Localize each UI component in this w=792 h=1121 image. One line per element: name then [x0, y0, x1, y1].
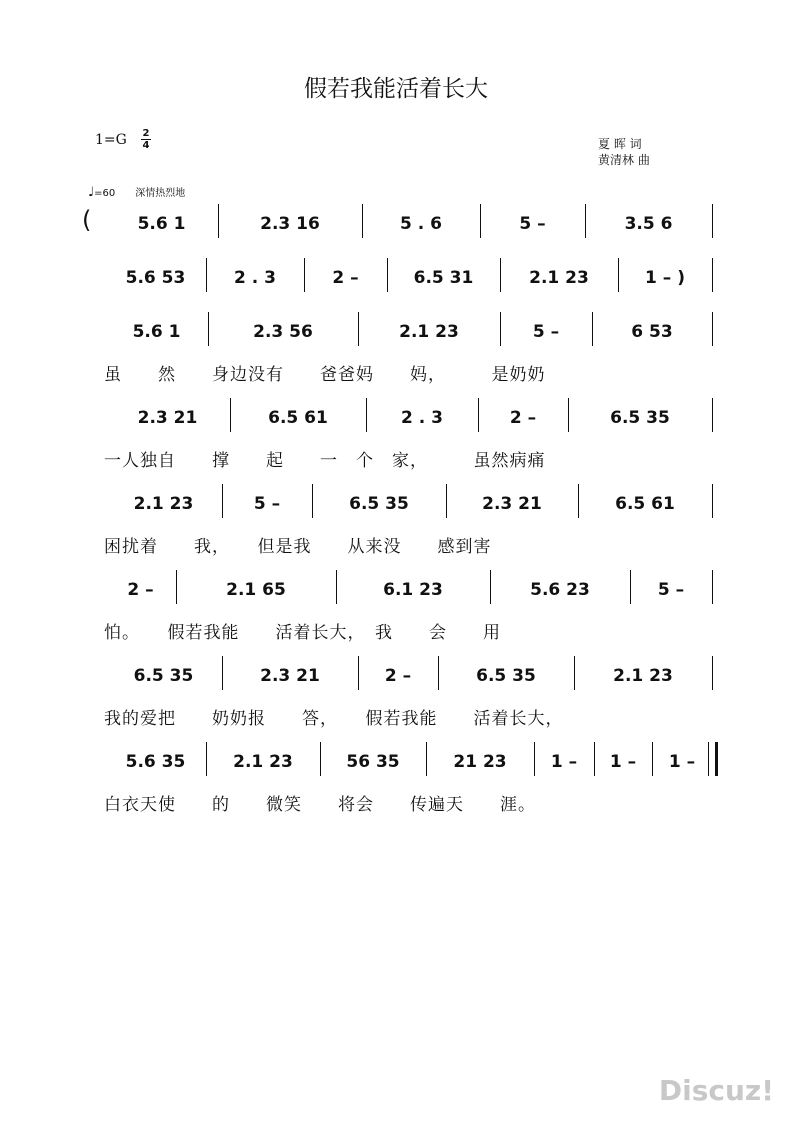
measure: 2.3 56: [253, 322, 313, 342]
barline: [336, 570, 337, 604]
barline: [230, 398, 231, 432]
song-title: 假若我能活着长大: [304, 76, 488, 102]
measure: 1 –: [609, 752, 637, 772]
barline: [206, 742, 207, 776]
barline: [712, 656, 713, 690]
music-line: [0, 204, 792, 238]
barline: [712, 570, 713, 604]
measure: 3.5 6: [624, 214, 673, 234]
music-line: [0, 398, 792, 432]
measure: 1 –: [668, 752, 696, 772]
measure: 6.5 35: [133, 666, 194, 686]
barline: [712, 204, 713, 238]
quarter-note-icon: ♩: [88, 185, 95, 200]
barline: [208, 312, 209, 346]
barline: [358, 656, 359, 690]
lyrics-line: 困扰着 我， 但是我 从来没 感到害: [104, 537, 492, 557]
barline: [585, 204, 586, 238]
barline: [618, 258, 619, 292]
time-signature-bottom: 4: [142, 140, 150, 151]
measure: 2.3 21: [137, 408, 198, 428]
tempo-marking: [88, 184, 185, 200]
tempo-bpm: =60: [94, 188, 116, 199]
barline: [630, 570, 631, 604]
music-line: [0, 656, 792, 690]
barline: [568, 398, 569, 432]
barline: [358, 312, 359, 346]
measure: 2.1 23: [613, 666, 673, 686]
measure: 6.5 35: [349, 494, 409, 514]
measure: 1 –: [550, 752, 578, 772]
score-row: [0, 398, 792, 471]
lyrics-line: 怕。 假若我能 活着长大， 我 会 用: [104, 623, 501, 643]
barline: [594, 742, 595, 776]
key-signature: 1=G: [95, 132, 127, 148]
measure: 2 –: [509, 408, 537, 428]
barline: [500, 258, 501, 292]
music-line: [0, 312, 792, 346]
score-row: [0, 312, 792, 385]
measure: 2 –: [127, 580, 154, 600]
measure: 6.5 61: [268, 408, 328, 428]
measure: 2.3 21: [482, 494, 542, 514]
barline: [222, 656, 223, 690]
score-row: [0, 484, 792, 557]
lyricist-credit: 夏 晖 词: [598, 137, 642, 151]
barline: [312, 484, 313, 518]
measure: 5.6 53: [125, 268, 186, 288]
barline: [712, 398, 713, 432]
music-line: [0, 258, 792, 292]
measure: 2 –: [332, 268, 359, 288]
barline: [534, 742, 535, 776]
measure: 6.1 23: [383, 580, 443, 600]
measure: 2.3 21: [260, 666, 320, 686]
barline: [446, 484, 447, 518]
barline: [304, 258, 305, 292]
measure: 2 –: [384, 666, 412, 686]
barline: [578, 484, 579, 518]
barline: [320, 742, 321, 776]
barline: [490, 570, 491, 604]
score-row: [0, 258, 792, 292]
measure: 6.5 35: [610, 408, 670, 428]
barline: [362, 204, 363, 238]
measure: 5 –: [657, 580, 685, 600]
measure: 5.6 35: [125, 752, 186, 772]
expression-marking: 深情热烈地: [135, 188, 186, 199]
barline: [426, 742, 427, 776]
score-row: [0, 742, 792, 815]
intro-open-paren: (: [82, 206, 92, 234]
lyrics-line: 一人独自 撑 起 一 个 家， 虽然病痛: [104, 451, 546, 471]
barline: [438, 656, 439, 690]
barline: [500, 312, 501, 346]
measure: 6.5 35: [476, 666, 536, 686]
measure: 2 . 3: [234, 268, 276, 288]
lyrics-line: 虽 然 身边没有 爸爸妈 妈， 是奶奶: [104, 365, 546, 385]
measure: 21 23: [453, 752, 507, 772]
barline: [574, 656, 575, 690]
time-signature: [140, 128, 152, 151]
measure: 2 . 3: [401, 408, 443, 428]
measure: 2.1 23: [133, 494, 194, 514]
composer-credit: 黄清林 曲: [598, 153, 650, 167]
barline: [478, 398, 479, 432]
barline: [712, 258, 713, 292]
barline: [592, 312, 593, 346]
barline: [206, 258, 207, 292]
measure: 56 35: [346, 752, 400, 772]
score-row: [0, 204, 792, 238]
measure: 6.5 31: [413, 268, 474, 288]
time-signature-top: 2: [142, 128, 150, 139]
measure: 5.6 1: [137, 214, 186, 234]
measure: 5.6 23: [530, 580, 590, 600]
barline: [218, 204, 219, 238]
lyrics-line: 我的爱把 奶奶报 答， 假若我能 活着长大，: [104, 709, 564, 729]
measure: 5 –: [519, 214, 546, 234]
score-row: [0, 656, 792, 729]
score-row: [0, 570, 792, 643]
measure: 1 – ): [645, 268, 685, 288]
final-barline: [708, 742, 718, 776]
measure: 2.1 65: [226, 580, 286, 600]
measure: 2.3 16: [260, 214, 320, 234]
barline: [712, 484, 713, 518]
barline: [480, 204, 481, 238]
measure: 2.1 23: [399, 322, 459, 342]
watermark: Discuz!: [658, 1074, 774, 1107]
measure: 6.5 61: [615, 494, 675, 514]
barline: [652, 742, 653, 776]
credits: [598, 136, 650, 168]
music-line: [0, 484, 792, 518]
barline: [712, 312, 713, 346]
lyrics-line: 白衣天使 的 微笑 将会 传遍天 涯。: [104, 795, 536, 815]
measure: 5 –: [532, 322, 560, 342]
measure: 2.1 23: [233, 752, 293, 772]
barline: [222, 484, 223, 518]
measure: 5.6 1: [132, 322, 181, 342]
measure: 2.1 23: [529, 268, 589, 288]
measure: 5 . 6: [400, 214, 442, 234]
music-line: [0, 570, 792, 604]
measure: 6 53: [631, 322, 673, 342]
barline: [176, 570, 177, 604]
measure: 5 –: [253, 494, 281, 514]
barline: [366, 398, 367, 432]
music-line: [0, 742, 792, 776]
barline: [387, 258, 388, 292]
